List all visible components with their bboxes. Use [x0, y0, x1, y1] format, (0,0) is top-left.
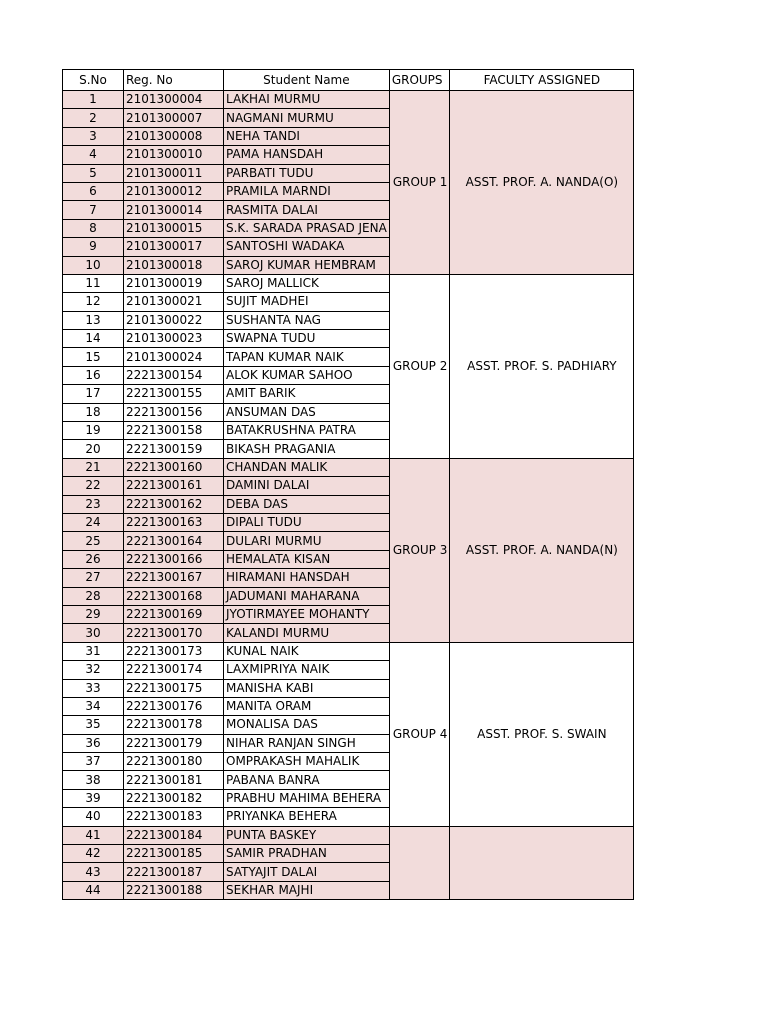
row-reg-no: 2101300024 [124, 348, 224, 366]
row-student-name: PAMA HANSDAH [224, 146, 390, 164]
row-sno: 34 [63, 697, 124, 715]
group-name-cell: GROUP 2 [389, 274, 450, 458]
row-student-name: SAROJ KUMAR HEMBRAM [224, 256, 390, 274]
group-name-cell [389, 826, 450, 900]
row-sno: 29 [63, 605, 124, 623]
row-reg-no: 2221300167 [124, 569, 224, 587]
row-student-name: DAMINI DALAI [224, 477, 390, 495]
row-reg-no: 2101300015 [124, 219, 224, 237]
row-reg-no: 2101300010 [124, 146, 224, 164]
row-reg-no: 2221300164 [124, 532, 224, 550]
row-student-name: SAROJ MALLICK [224, 274, 390, 292]
faculty-assigned-cell [450, 826, 634, 900]
row-sno: 43 [63, 863, 124, 881]
row-sno: 18 [63, 403, 124, 421]
row-reg-no: 2221300162 [124, 495, 224, 513]
row-student-name: JADUMANI MAHARANA [224, 587, 390, 605]
row-sno: 33 [63, 679, 124, 697]
row-sno: 8 [63, 219, 124, 237]
row-student-name: SANTOSHI WADAKA [224, 238, 390, 256]
row-reg-no: 2101300012 [124, 182, 224, 200]
student-group-table [62, 69, 634, 900]
row-sno: 42 [63, 845, 124, 863]
row-student-name: RASMITA DALAI [224, 201, 390, 219]
row-student-name: LAKHAI MURMU [224, 91, 390, 109]
row-reg-no: 2221300168 [124, 587, 224, 605]
row-sno: 9 [63, 238, 124, 256]
row-sno: 17 [63, 385, 124, 403]
row-reg-no: 2221300158 [124, 422, 224, 440]
row-student-name: TAPAN KUMAR NAIK [224, 348, 390, 366]
row-student-name: PRAMILA MARNDI [224, 182, 390, 200]
row-student-name: SEKHAR MAJHI [224, 881, 390, 899]
row-sno: 44 [63, 881, 124, 899]
row-sno: 4 [63, 146, 124, 164]
row-sno: 6 [63, 182, 124, 200]
row-reg-no: 2221300159 [124, 440, 224, 458]
row-reg-no: 2221300183 [124, 808, 224, 826]
row-student-name: DULARI MURMU [224, 532, 390, 550]
row-sno: 40 [63, 808, 124, 826]
row-reg-no: 2221300163 [124, 513, 224, 531]
row-student-name: SUSHANTA NAG [224, 311, 390, 329]
header-student-name: Student Name [224, 70, 390, 91]
row-student-name: PARBATI TUDU [224, 164, 390, 182]
row-sno: 7 [63, 201, 124, 219]
row-student-name: BIKASH PRAGANIA [224, 440, 390, 458]
row-reg-no: 2101300017 [124, 238, 224, 256]
row-reg-no: 2221300185 [124, 845, 224, 863]
row-sno: 10 [63, 256, 124, 274]
row-sno: 32 [63, 661, 124, 679]
row-student-name: ANSUMAN DAS [224, 403, 390, 421]
table-row [63, 826, 634, 844]
group-name-cell: GROUP 3 [389, 458, 450, 642]
header-row [63, 70, 634, 91]
row-sno: 27 [63, 569, 124, 587]
table-row [63, 91, 634, 109]
row-sno: 35 [63, 716, 124, 734]
header-faculty-assigned: FACULTY ASSIGNED [450, 70, 634, 91]
row-reg-no: 2221300160 [124, 458, 224, 476]
row-reg-no: 2101300019 [124, 274, 224, 292]
row-reg-no: 2101300022 [124, 311, 224, 329]
row-reg-no: 2101300018 [124, 256, 224, 274]
row-reg-no: 2221300174 [124, 661, 224, 679]
row-sno: 12 [63, 293, 124, 311]
row-reg-no: 2221300178 [124, 716, 224, 734]
row-student-name: ALOK KUMAR SAHOO [224, 366, 390, 384]
faculty-assigned-cell: ASST. PROF. S. SWAIN [450, 642, 634, 826]
row-reg-no: 2221300169 [124, 605, 224, 623]
row-student-name: MANISHA KABI [224, 679, 390, 697]
group-name-cell: GROUP 1 [389, 91, 450, 275]
row-reg-no: 2221300161 [124, 477, 224, 495]
row-sno: 5 [63, 164, 124, 182]
header-groups: GROUPS [389, 70, 450, 91]
row-sno: 30 [63, 624, 124, 642]
row-sno: 26 [63, 550, 124, 568]
row-sno: 28 [63, 587, 124, 605]
table-row [63, 458, 634, 476]
table-row [63, 642, 634, 660]
row-reg-no: 2221300170 [124, 624, 224, 642]
row-student-name: OMPRAKASH MAHALIK [224, 753, 390, 771]
row-reg-no: 2101300007 [124, 109, 224, 127]
row-student-name: MONALISA DAS [224, 716, 390, 734]
row-reg-no: 2221300184 [124, 826, 224, 844]
row-reg-no: 2101300021 [124, 293, 224, 311]
row-sno: 11 [63, 274, 124, 292]
row-sno: 37 [63, 753, 124, 771]
row-student-name: S.K. SARADA PRASAD JENA [224, 219, 390, 237]
row-reg-no: 2221300175 [124, 679, 224, 697]
row-student-name: DEBA DAS [224, 495, 390, 513]
row-reg-no: 2221300187 [124, 863, 224, 881]
row-sno: 38 [63, 771, 124, 789]
row-student-name: KALANDI MURMU [224, 624, 390, 642]
row-student-name: HIRAMANI HANSDAH [224, 569, 390, 587]
row-reg-no: 2221300155 [124, 385, 224, 403]
row-student-name: NAGMANI MURMU [224, 109, 390, 127]
row-student-name: DIPALI TUDU [224, 513, 390, 531]
row-sno: 25 [63, 532, 124, 550]
row-reg-no: 2221300188 [124, 881, 224, 899]
row-sno: 1 [63, 91, 124, 109]
row-reg-no: 2221300182 [124, 789, 224, 807]
row-reg-no: 2101300023 [124, 330, 224, 348]
table-body [63, 91, 634, 900]
row-student-name: AMIT BARIK [224, 385, 390, 403]
row-sno: 20 [63, 440, 124, 458]
row-student-name: BATAKRUSHNA PATRA [224, 422, 390, 440]
row-sno: 24 [63, 513, 124, 531]
row-student-name: CHANDAN MALIK [224, 458, 390, 476]
row-reg-no: 2221300156 [124, 403, 224, 421]
row-reg-no: 2221300181 [124, 771, 224, 789]
row-student-name: NIHAR RANJAN SINGH [224, 734, 390, 752]
row-reg-no: 2221300154 [124, 366, 224, 384]
row-reg-no: 2221300179 [124, 734, 224, 752]
row-reg-no: 2221300176 [124, 697, 224, 715]
row-sno: 23 [63, 495, 124, 513]
row-student-name: SATYAJIT DALAI [224, 863, 390, 881]
row-student-name: SUJIT MADHEI [224, 293, 390, 311]
row-sno: 21 [63, 458, 124, 476]
table-row [63, 274, 634, 292]
row-sno: 15 [63, 348, 124, 366]
row-sno: 16 [63, 366, 124, 384]
row-sno: 2 [63, 109, 124, 127]
faculty-assigned-cell: ASST. PROF. A. NANDA(O) [450, 91, 634, 275]
row-student-name: PRABHU MAHIMA BEHERA [224, 789, 390, 807]
faculty-assigned-cell: ASST. PROF. S. PADHIARY [450, 274, 634, 458]
row-sno: 22 [63, 477, 124, 495]
row-student-name: JYOTIRMAYEE MOHANTY [224, 605, 390, 623]
row-sno: 19 [63, 422, 124, 440]
row-reg-no: 2221300180 [124, 753, 224, 771]
row-reg-no: 2101300014 [124, 201, 224, 219]
row-student-name: SWAPNA TUDU [224, 330, 390, 348]
row-student-name: MANITA ORAM [224, 697, 390, 715]
header-sno: S.No [63, 70, 124, 91]
row-reg-no: 2221300173 [124, 642, 224, 660]
row-sno: 39 [63, 789, 124, 807]
header-reg-no: Reg. No [124, 70, 224, 91]
row-student-name: HEMALATA KISAN [224, 550, 390, 568]
row-sno: 31 [63, 642, 124, 660]
row-sno: 3 [63, 127, 124, 145]
row-student-name: LAXMIPRIYA NAIK [224, 661, 390, 679]
row-student-name: PRIYANKA BEHERA [224, 808, 390, 826]
row-reg-no: 2101300004 [124, 91, 224, 109]
row-student-name: SAMIR PRADHAN [224, 845, 390, 863]
row-reg-no: 2101300008 [124, 127, 224, 145]
row-reg-no: 2101300011 [124, 164, 224, 182]
group-name-cell: GROUP 4 [389, 642, 450, 826]
faculty-assigned-cell: ASST. PROF. A. NANDA(N) [450, 458, 634, 642]
row-student-name: KUNAL NAIK [224, 642, 390, 660]
row-sno: 14 [63, 330, 124, 348]
row-student-name: PUNTA BASKEY [224, 826, 390, 844]
row-reg-no: 2221300166 [124, 550, 224, 568]
row-sno: 36 [63, 734, 124, 752]
row-student-name: NEHA TANDI [224, 127, 390, 145]
row-sno: 13 [63, 311, 124, 329]
row-student-name: PABANA BANRA [224, 771, 390, 789]
row-sno: 41 [63, 826, 124, 844]
